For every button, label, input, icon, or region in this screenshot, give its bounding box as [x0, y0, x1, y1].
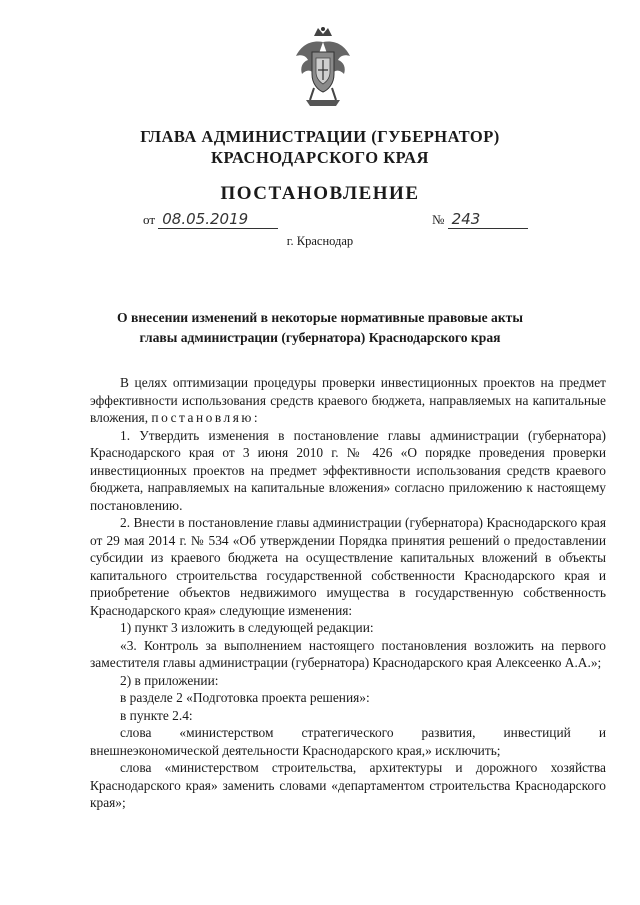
paragraph-item-1: 1. Утвердить изменения в постановление главы администрации (губернатора) Краснодарского края от 3 июня 2010 г. № 426 «О порядке проведения проверки инвестиционных проектов на предмет эффективности использования средств краевого бюджета, направляемых на капитальные вложения» согласно приложению к настоящему постановлению. — [90, 427, 606, 513]
coat-of-arms-emblem — [292, 26, 354, 110]
paragraph-section-2: в разделе 2 «Подготовка проекта решения»: — [120, 690, 370, 705]
paragraph-words-exclude: слова «министерством стратегического развития, инвестиций и внешнеэкономической деятельности Краснодарского края,» исключить; — [90, 725, 606, 758]
paragraph-words-replace: слова «министерством строительства, архитектуры и дорожного хозяйства Краснодарского края» заменить словами «департаментом строительства Краснодарского края»; — [90, 760, 606, 810]
paragraph-preamble — [90, 374, 606, 427]
title-line2: главы администрации (губернатора) Краснодарского края — [139, 330, 501, 345]
paragraph-item-2: 2. Внести в постановление главы администрации (губернатора) Краснодарского края от 29 мая 2014 г. № 534 «Об утверждении Порядка принятия решений о предоставлении субсидии из краевого бюджета на осуществление капитальных вложений в объекты капитального строительства государственной собственности Краснодарского края и приобретение объектов недвижимого имущества в государственную собственность Краснодарского края» следующие изменения: — [90, 515, 606, 618]
paragraph-subitem-2: 2) в приложении: — [120, 672, 219, 688]
header-authority-line1: ГЛАВА АДМИНИСТРАЦИИ (ГУБЕРНАТОР) — [140, 127, 500, 146]
paragraph-clause-3: «3. Контроль за выполнением настоящего постановления возложить на первого заместителя главы администрации (губернатора) Краснодарского края Алексеенко А.А.»; — [90, 637, 606, 670]
date-field — [143, 210, 278, 229]
city-label: г. Краснодар — [286, 234, 354, 248]
number-field — [432, 210, 528, 229]
document-title — [70, 308, 570, 348]
document-body — [90, 374, 606, 812]
document-type-heading: ПОСТАНОВЛЕНИЕ — [220, 183, 420, 204]
date-value-handwritten: 08.05.2019 — [158, 210, 278, 229]
resolve-word: постановляю: — [151, 410, 261, 425]
paragraph-point-2-4: в пункте 2.4: — [120, 707, 193, 723]
header-authority-line2: КРАСНОДАРСКОГО КРАЯ — [211, 148, 429, 167]
number-prefix: № — [432, 212, 445, 227]
paragraph-subitem-1: 1) пункт 3 изложить в следующей редакции: — [120, 620, 374, 635]
number-value-handwritten: 243 — [448, 210, 528, 229]
title-line1: О внесении изменений в некоторые нормативные правовые акты — [117, 310, 523, 325]
date-prefix: от — [143, 212, 156, 227]
preamble-text: В целях оптимизации процедуры проверки инвестиционных проектов на предмет эффективности использования средств краевого бюджета, направляемых на капитальные вложения, — [90, 375, 606, 425]
